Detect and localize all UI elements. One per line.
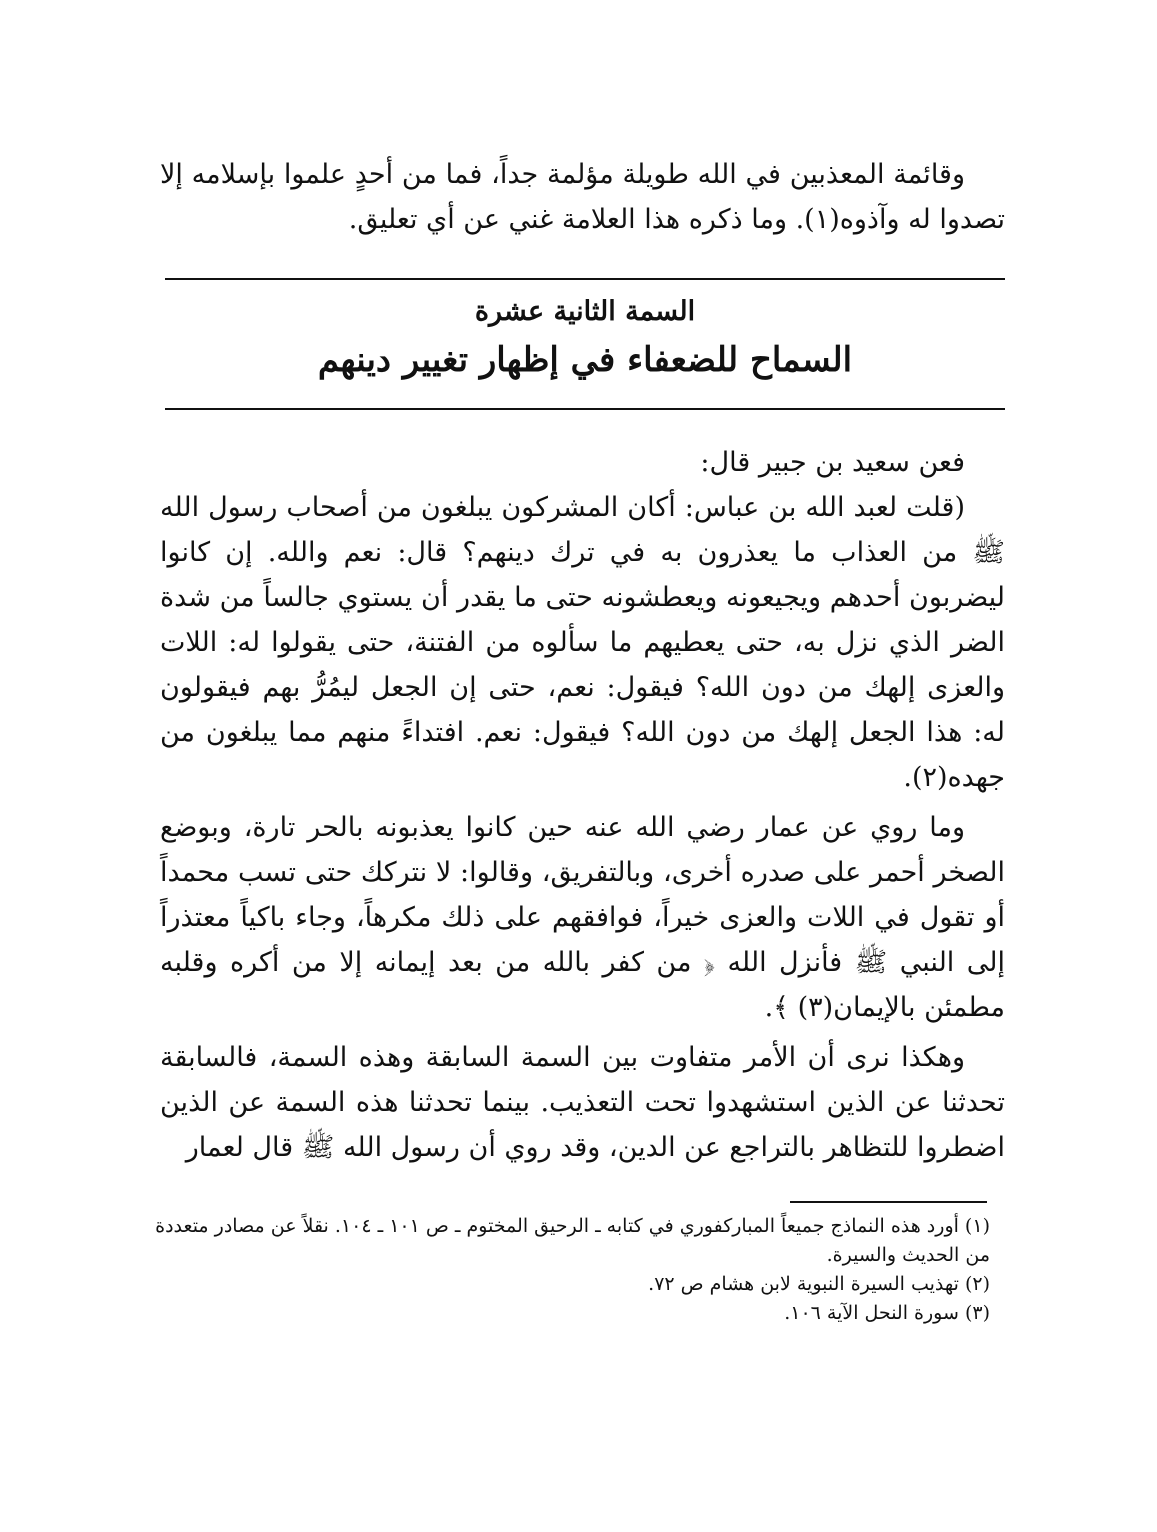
section-top-rule	[165, 278, 1005, 280]
body-paragraph-3: وهكذا نرى أن الأمر متفاوت بين السمة السابقة وهذه السمة، فالسابقة تحدثنا عن الذين استشهدوا تحت التعذيب. بينما تحدثنا هذه السمة عن الذين اضطروا للتظاهر بالتراجع عن الدين، وقد روي أن رسول الله ﷺ قال لعمار	[160, 1042, 1005, 1163]
lead-line: فعن سعيد بن جبير قال:	[700, 447, 965, 478]
footnote-3: (٣) سورة النحل الآية ١٠٦.	[784, 1302, 990, 1324]
body-paragraph-2: وما روي عن عمار رضي الله عنه حين كانوا يعذبونه بالحر تارة، وبوضع الصخر أحمر على صدره أخرى، وبالتفريق، وقالوا: لا نتركك حتى تسب محمداً أو تقول في اللات والعزى خيراً، فوافقهم على ذلك مكرهاً، وجاء باكياً معتذراً إلى النبي ﷺ فأنزل الله ﴿ من كفر بالله من بعد إيمانه إلا من أكره وقلبه مطمئن بالإيمان(٣) ﴾.	[160, 812, 1005, 1023]
intro-paragraph: وقائمة المعذبين في الله طويلة مؤلمة جداً، فما من أحدٍ علموا بإسلامه إلا تصدوا له وآذوه(١). وما ذكره هذا العلامة غني عن أي تعليق.	[160, 159, 1005, 235]
footnote-separator	[790, 1201, 987, 1203]
section-number-title: السمة الثانية عشرة	[474, 296, 696, 327]
body-paragraph-1: (قلت لعبد الله بن عباس: أكان المشركون يبلغون من أصحاب رسول الله ﷺ من العذاب ما يعذرون به في ترك دينهم؟ قال: نعم والله. إن كانوا ليضربون أحدهم ويجيعونه ويعطشونه حتى ما يقدر أن يستوي جالساً من شدة الضر الذي نزل به، حتى يعطيهم ما سألوه من الفتنة، حتى يقولوا له: اللات والعزى إلهك من دون الله؟ فيقول: نعم، حتى إن الجعل ليمُرُّ بهم فيقولون له: هذا الجعل إلهك من دون الله؟ فيقول: نعم. افتداءً منهم مما يبلغون من جهده(٢).	[160, 492, 1005, 793]
footnotes	[150, 1212, 990, 1328]
footnote-2: (٢) تهذيب السيرة النبوية لابن هشام ص ٧٢.	[648, 1273, 990, 1295]
footnote-1: (١) أورد هذه النماذج جميعاً المباركفوري في كتابه ـ الرحيق المختوم ـ ص ١٠١ ـ ١٠٤. نقلاً عن مصادر متعددة من الحديث والسيرة.	[155, 1215, 990, 1266]
section-main-title: السماح للضعفاء في إظهار تغيير دينهم	[317, 340, 853, 380]
section-bottom-rule	[165, 408, 1005, 410]
